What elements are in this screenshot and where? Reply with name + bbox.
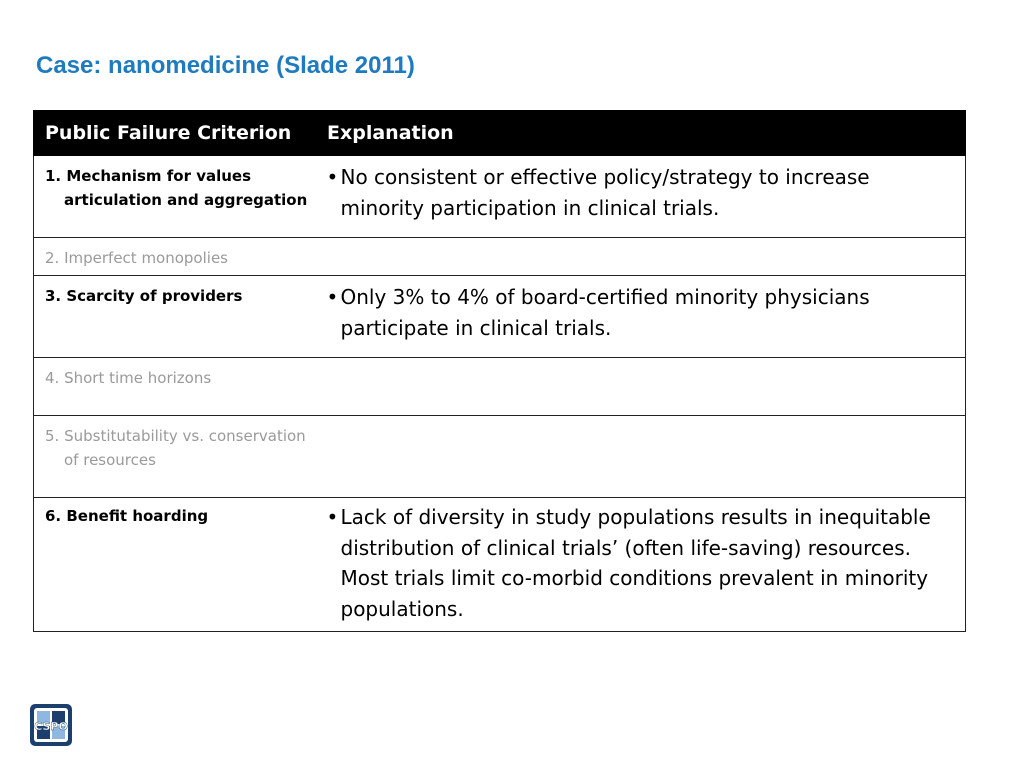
header-criterion: Public Failure Criterion [34,111,316,156]
criterion-text: 5. Substitutability vs. conservation of resources [45,427,306,469]
criterion-cell [34,498,316,632]
explanation-bullet [327,162,958,223]
criterion-text: 4. Short time horizons [45,369,212,387]
criterion-cell [34,156,316,238]
criterion-text: 3. Scarcity of providers [45,287,243,305]
criterion-text: 2. Imperfect monopolies [45,249,228,267]
table-row [34,156,966,238]
explanation-text: Lack of diversity in study populations results in inequitable distribution of clinical trials’ (often life-saving) resources. Most trials limit co-morbid conditions prevalent in minority populations. [340,505,931,621]
criterion-cell [34,416,316,498]
table-row [34,276,966,358]
header-explanation: Explanation [316,111,966,156]
table-row [34,358,966,416]
slide-title: Case: nanomedicine (Slade 2011) [36,52,415,79]
explanation-text: No consistent or effective policy/strategy to increase minority participation in clinical trials. [340,165,870,220]
table-row [34,416,966,498]
explanation-cell [316,358,966,416]
explanation-cell [316,156,966,238]
table-header-row [34,111,966,156]
table-row [34,238,966,276]
logo-text: CSPO [34,720,68,733]
cspo-logo [28,702,74,748]
criterion-text: 1. Mechanism for values articulation and aggregation [45,167,308,209]
criterion-cell [34,276,316,358]
bullet-icon: • [326,505,339,529]
explanation-cell [316,416,966,498]
bullet-icon: • [326,285,339,309]
table-row [34,498,966,632]
cspo-logo-icon [28,702,74,748]
explanation-bullet [327,502,958,624]
criterion-text: 6. Benefit hoarding [45,507,209,525]
explanation-bullet [327,282,958,343]
explanation-cell [316,238,966,276]
public-failure-table [33,110,966,632]
explanation-text: Only 3% to 4% of board-certified minority physicians participate in clinical trials. [340,285,870,340]
criterion-cell [34,358,316,416]
bullet-icon: • [326,165,339,189]
criterion-cell [34,238,316,276]
explanation-cell [316,276,966,358]
explanation-cell [316,498,966,632]
